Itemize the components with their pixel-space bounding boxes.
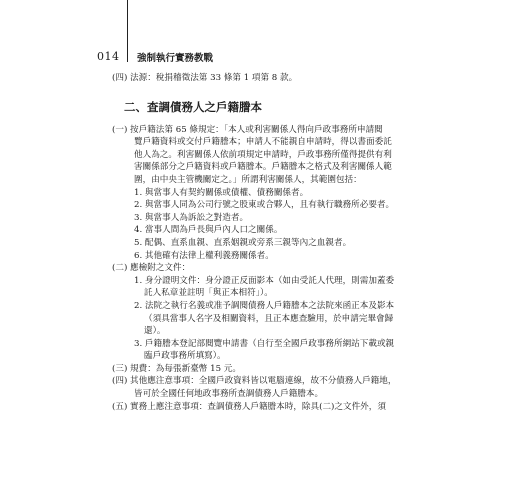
required-documents-list bbox=[112, 275, 412, 363]
practice-notes-line: (五) 實務上應注意事項：查調債務人戶籍謄本時，除具(二)之文件外，須 bbox=[112, 401, 386, 412]
paragraph-line: (四) 其他應注意事項：全國戶政資料皆以電腦連線，故不分債務人戶籍地， bbox=[112, 376, 397, 387]
intro-line: (四) 法源：稅捐稽徵法第 33 條第 1 項第 8 款。 bbox=[112, 73, 298, 83]
list-item: 4. 當事人間為戶長與戶內人口之關係。 bbox=[134, 225, 283, 236]
paragraph-line: 皆可於全國任何地政事務所查調債務人戶籍謄本。 bbox=[134, 389, 324, 400]
list-item-continued: 臨戶政事務所填寫）。 bbox=[144, 351, 226, 362]
list-item: 1. 身分證明文件：身分證正反面影本（如由受託人代理，則需加蓋委 bbox=[134, 275, 395, 286]
paragraph-line: 覽戶籍資料或交付戶籍謄本；申請人不能親自申請時，得以書面委託 bbox=[134, 137, 392, 148]
header-rule bbox=[127, 0, 128, 62]
paragraph-line: (一) 按戶籍法第 65 條規定：「本人或利害關係人得向戶政事務所申請閱 bbox=[112, 124, 383, 135]
fee-line: (三) 規費：為每張新臺幣 15 元。 bbox=[112, 363, 241, 374]
list-item: 3. 戶籍謄本登記部閱覽申請書（自行至全國戶政事務所網站下載或親 bbox=[134, 338, 395, 349]
list-item-continued: 還）。 bbox=[144, 326, 166, 337]
page-body bbox=[112, 72, 412, 413]
list-item: 1. 與當事人有契約關係或債權、債務關係者。 bbox=[134, 187, 309, 198]
interested-party-list bbox=[112, 187, 412, 263]
required-documents-title: (二) 應檢附之文件： bbox=[112, 263, 191, 274]
list-item: 6. 其他確有法律上權利義務關係者。 bbox=[134, 250, 274, 261]
list-item: 5. 配偶、直系血親、直系姻親或旁系三親等內之血親者。 bbox=[134, 237, 352, 248]
list-item: 2. 與當事人同為公司行號之股東或合夥人，且有執行職務所必要者。 bbox=[134, 200, 395, 211]
paragraph-1 bbox=[112, 124, 412, 187]
list-item-continued: （須具當事人名字及相關資料，且正本應查驗用，於申請完畢會歸 bbox=[144, 313, 394, 324]
other-notes bbox=[112, 375, 412, 400]
section-title: 二、查調債務人之戶籍謄本 bbox=[124, 99, 262, 114]
list-item: 3. 與當事人為訴訟之對造者。 bbox=[134, 212, 249, 223]
page-number: 014 bbox=[97, 50, 120, 63]
running-title: 強制執行實務教戰 bbox=[137, 53, 214, 64]
paragraph-line: 他人為之。利害關係人依前項規定申請時，戶政事務所僅得提供有利 bbox=[134, 149, 392, 160]
paragraph-line: 圍，由中央主管機關定之。」所謂利害關係人，其範圍包括： bbox=[134, 174, 362, 185]
list-item: 2. 法院之執行名義或准予調閱債務人戶籍謄本之法院來函正本及影本 bbox=[134, 300, 395, 311]
list-item-continued: 託人私章並註明「與正本相符」）。 bbox=[144, 288, 273, 299]
paragraph-line: 害關係部分之戶籍資料或戶籍謄本。戶籍謄本之格式及利害關係人範 bbox=[134, 162, 392, 173]
